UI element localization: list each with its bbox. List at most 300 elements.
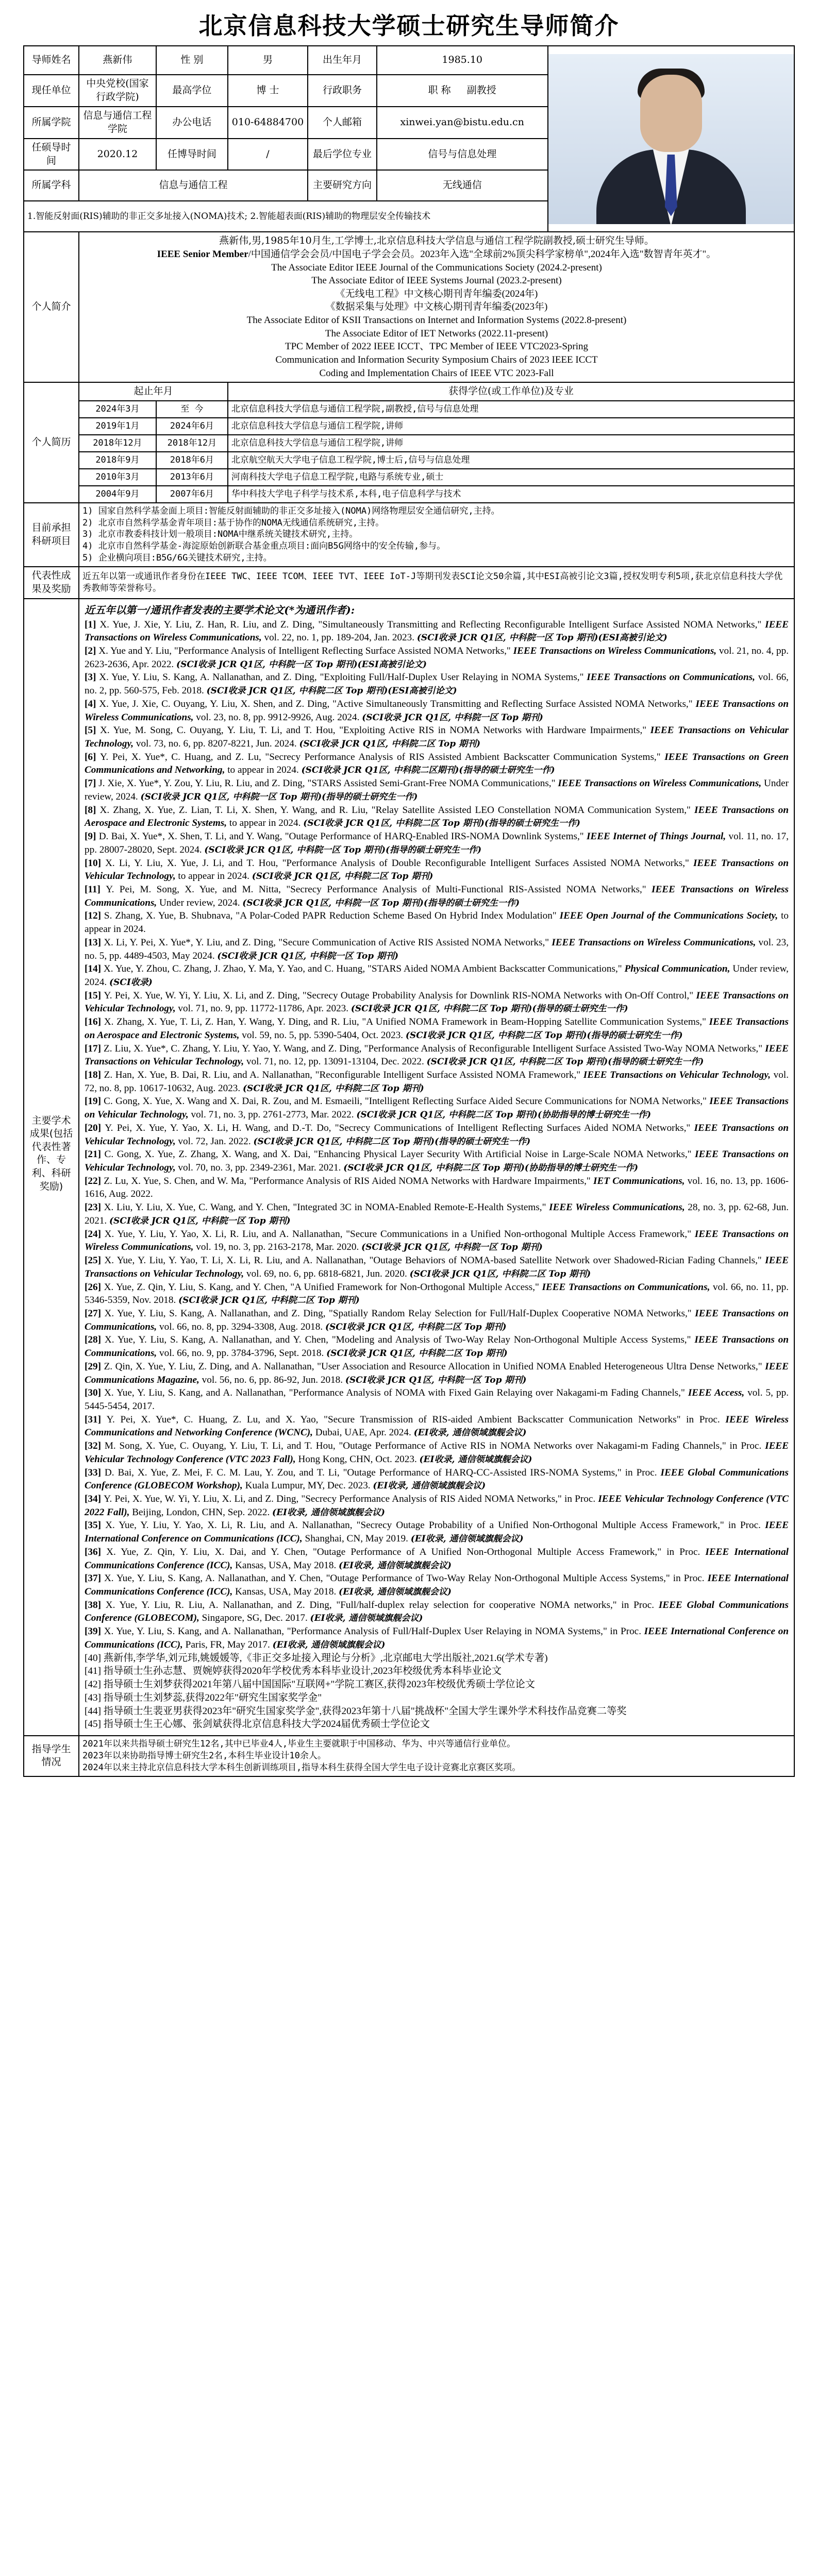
publication-venue: IEEE Transactions on Wireless Communications, [85, 884, 789, 908]
publication-ref: vol. 19, no. 3, pp. 2163-2178, Mar. 2020. [196, 1242, 362, 1253]
extra-item: [41] 指导硕士生孙志慧、贾婉婷获得2020年学校优秀本科毕业设计,2023年校级优秀本科毕业论文 [85, 1666, 502, 1677]
publication-venue: IEEE Transactions on Communications, [85, 1334, 789, 1359]
publication-item [85, 1439, 789, 1466]
intro-line [82, 327, 791, 341]
publication-item [85, 1122, 789, 1148]
publication-venue: IEEE Transactions on Vehicular Technology, [85, 1149, 789, 1174]
publication-indexing: (SCI收录 JCR Q1区, 中科院一区 Top 期刊) [217, 951, 399, 961]
research-detail: 1.智能反射面(RIS)辅助的非正交多址接入(NOMA)技术; 2.智能超表面(RIS)辅助的物理层安全传输技术 [24, 201, 548, 232]
publication-venue: IEEE Transactions on Aerospace and Electronic Systems, [85, 1016, 789, 1041]
publication-indexing: (SCI收录) [109, 977, 153, 988]
publication-venue: IEEE Vehicular Technology Conference (VTC 2022 Fall), [85, 1494, 789, 1518]
publication-ref: vol. 5, pp. 5445-5454, 2017. [85, 1387, 789, 1412]
achievements-text: 近五年以第一或通讯作者身份在IEEE TWC、IEEE TCOM、IEEE TVT、IEEE IoT-J等期刊发表SCI论文50余篇,其中ESI高被引论文3篇,授权发明专利5项,获北京信息科技大学优秀教师等荣誉称号。 [79, 567, 794, 598]
publication-indexing: (EI收录, 通信领域旗舰会议) [339, 1560, 452, 1571]
publication-item [85, 1148, 789, 1174]
name-value: 燕新伟 [79, 46, 156, 75]
edu-header-0: 起止年月 [79, 382, 228, 401]
publication-indexing: (SCI收录 JCR Q1区, 中科院一区 Top 期刊) [361, 1242, 543, 1253]
email-label: 个人邮箱 [308, 107, 377, 139]
publication-authors: X. Li, Y. Pei, X. Yue*, Y. Liu, and Z. Ding, "Secure Communication of Active RIS Assisted NOMA Networks," [104, 937, 552, 948]
gender-label: 性 别 [156, 46, 228, 75]
publication-item [85, 1519, 789, 1545]
publication-indexing: (SCI收录 JCR Q1区, 中科院一区 Top 期刊)(ESI高被引论文) [176, 659, 427, 670]
publication-venue: IEEE Transactions on Vehicular Technology, [583, 1070, 774, 1080]
publication-ref: to appear in 2024. [178, 871, 252, 882]
publication-item [85, 724, 789, 750]
publication-authors: X. Zhang, X. Yue, Z. Lian, T. Li, X. Shen, Y. Wang, and R. Liu, "Relay Satellite Assisted LEO Constellation NOMA Communication System," [99, 804, 694, 816]
intro-line [82, 314, 791, 327]
publication-index: [17] [85, 1043, 104, 1054]
publication-venue: IEEE Transactions on Vehicular Technology, [85, 1122, 789, 1147]
intro-line [82, 248, 791, 261]
degree-value: 博 士 [228, 75, 308, 107]
publication-venue: Physical Communication, [624, 963, 733, 975]
publication-index: [13] [85, 937, 104, 948]
student-item: 2021年以来共指导硕士研究生12名,其中已毕业4人,毕业生主要就职于中国移动、华为、中兴等通信行业单位。 [82, 1738, 516, 1749]
publication-index: [2] [85, 646, 99, 656]
publication-ref: Dubai, UAE, Apr. 2024. [315, 1427, 414, 1438]
publication-authors: M. Song, X. Yue, C. Ouyang, Y. Liu, T. Li, and T. Hou, "Outage Performance of Active RIS in NOMA Networks over Nakagami-m Fading Channels," in Proc. [104, 1440, 765, 1452]
publication-index: [31] [85, 1414, 107, 1425]
publications-box [79, 599, 794, 1736]
publication-indexing: (EI收录, 通信领域旗舰会议) [419, 1454, 532, 1465]
publication-venue: IEEE Transactions on Wireless Communications, [513, 646, 719, 656]
achievements-label: 代表性成果及奖励 [24, 567, 79, 598]
birth-label: 出生年月 [308, 46, 377, 75]
publication-authors: Z. Qin, X. Yue, Y. Liu, Z. Ding, and A. Nallanathan, "User Association and Resource Allocation in Unified NOMA Enabled Heterogeneous Ultra Dense Networks," [104, 1361, 765, 1372]
publication-ref: Kuala Lumpur, MY, Dec. 2023. [245, 1480, 373, 1492]
publication-item [85, 1386, 789, 1413]
publication-venue: IET Communications, [593, 1175, 688, 1187]
publication-authors: Y. Pei, M. Song, X. Yue, and M. Nitta, "Secrecy Performance Analysis of Multi-Functional RIS-Assisted NOMA Networks," [106, 884, 652, 895]
publication-authors: Y. Pei, X. Yue, W. Yi, Y. Liu, X. Li, and Z. Ding, "Secrecy Performance Analysis of RIS Aided NOMA Networks," in Proc. [104, 1494, 598, 1504]
edu-detail-5: 华中科技大学电子科学与技术系,本科,电子信息科学与技术 [228, 486, 794, 503]
intro-line [82, 274, 791, 287]
edu-start-4: 2010年3月 [79, 469, 156, 486]
publication-index: [33] [85, 1467, 105, 1478]
gender-value: 男 [228, 46, 308, 75]
publication-authors: X. Yue, Z. Qin, Y. Liu, S. Kang, and Y. Chen, "A Unified Framework for Non-Orthogonal Multiple Access," [104, 1281, 542, 1293]
publication-index: [26] [85, 1281, 104, 1293]
admin-label: 行政职务 [308, 75, 377, 107]
publication-item [85, 962, 789, 989]
publication-authors: X. Yue, Y. Liu, S. Kang, A. Nallanathan, and Z. Ding, "Exploiting Full/Half-Duplex User Relaying in NOMA Systems," [99, 672, 587, 683]
publication-item [85, 1307, 789, 1333]
publication-index: [22] [85, 1175, 104, 1187]
publication-ref: vol. 71, no. 3, pp. 2761-2773, Mar. 2022. [191, 1109, 357, 1121]
publication-index: [10] [85, 857, 106, 869]
profile-table [23, 45, 795, 1777]
edu-end-5: 2007年6月 [156, 486, 228, 503]
project-item: 1) 国家自然科学基金面上项目:智能反射面辅助的非正交多址接入(NOMA)网络物理层安全通信研究,主持。 [82, 505, 500, 516]
publication-item [85, 777, 789, 803]
publication-item [85, 857, 789, 883]
publication-venue: IEEE Transactions on Aerospace and Electronic Systems, [85, 804, 789, 829]
publication-authors: X. Yue, Y. Liu, Y. Yao, X. Li, R. Liu, and A. Nallanathan, "Secure Communications in a Unified Non-orthogonal Multiple Access Framework," [104, 1228, 695, 1240]
publication-item [85, 645, 789, 671]
publication-authors: Z. Liu, X. Yue*, C. Zhang, Y. Liu, Y. Yao, Y. Wang, and Z. Ding, "Performance Analysis of Reconfigurable Intelligent Surface Assisted Two-Way NOMA Networks," [104, 1043, 765, 1054]
edu-header-1: 获得学位(或工作单位)及专业 [228, 382, 794, 401]
publication-index: [9] [85, 831, 99, 842]
publication-venue: IEEE Access, [688, 1387, 748, 1399]
publication-index: [8] [85, 804, 100, 816]
intro-cell [79, 232, 794, 382]
publication-authors: D. Bai, X. Yue, Z. Mei, F. C. M. Lau, Y. Zou, and T. Li, "Outage Performance of HARQ-CC-Assisted IRS-NOMA Systems," in Proc. [104, 1467, 661, 1478]
publication-venue: IEEE International Conference on Communications (ICC), [85, 1520, 789, 1545]
project-item: 3) 北京市教委科技计划一般项目:NOMA中继系统关键技术研究,主持。 [82, 529, 358, 540]
publication-index: [18] [85, 1070, 104, 1080]
extra-item: [43] 指导硕士生刘梦蕊,获得2022年"研究生国家奖学金" [85, 1692, 322, 1703]
publication-index: [28] [85, 1334, 105, 1346]
intro-line-text: The Associate Editor of IET Networks (2022.11-present) [325, 328, 548, 339]
publication-index: [39] [85, 1626, 104, 1637]
intro-line-text: The Associate Editor IEEE Journal of the Communications Society (2024.2-present) [271, 262, 602, 273]
intro-line-text: /中国通信学会会员/中国电子学会会员。2023年入选"全球前2%顶尖科学家榜单",2024年入选"数智青年英才"。 [248, 248, 716, 260]
title-value-cell [377, 75, 548, 107]
projects-list [79, 503, 794, 567]
students-list [79, 1736, 794, 1776]
publication-index: [36] [85, 1546, 107, 1557]
publication-ref: 28, no. 3, pp. 62-68, Jun. 2021. [85, 1202, 789, 1226]
publication-indexing: (EI收录, 通信领域旗舰会议) [339, 1587, 452, 1598]
projects-label: 目前承担科研项目 [24, 503, 79, 567]
publication-ref: vol. 16, no. 13, pp. 1606-1616, Aug. 2022. [85, 1175, 789, 1200]
major-value: 信号与信息处理 [377, 139, 548, 170]
publication-indexing: (EI收录, 通信领域旗舰会议) [413, 1428, 527, 1438]
publication-venue: IEEE Transactions on Wireless Communications, [85, 698, 789, 723]
publication-ref: vol. 66, no. 2, pp. 560-575, Feb. 2018. [85, 672, 789, 697]
publication-item [85, 1069, 789, 1095]
publication-authors: Y. Pei, X. Yue*, C. Huang, Z. Lu, and X. Yao, "Secure Transmission of RIS-aided Ambient Backscatter Communication Networks" in Proc. [106, 1414, 726, 1425]
phone-label: 办公电话 [156, 107, 228, 139]
publication-authors: C. Gong, X. Yue, X. Wang and X. Dai, R. Zou, and M. Esmaeili, "Intelligent Reflecting Surface Aided Secure Communications for NOMA Networks," [104, 1096, 710, 1107]
publication-venue: IEEE Transactions on Wireless Communications, [558, 778, 764, 789]
edu-end-2: 2018年12月 [156, 435, 228, 452]
publication-ref: vol. 70, no. 3, pp. 2349-2361, Mar. 2021. [178, 1162, 344, 1174]
unit-value: 中央党校(国家行政学院) [79, 75, 156, 107]
edu-end-0: 至 今 [156, 401, 228, 418]
publication-item [85, 1175, 789, 1201]
extra-item: [42] 指导硕士生刘梦获得2021年第八届中国国际"互联网+"学院工赛区,获得2023年校级优秀硕士学位论文 [85, 1679, 535, 1690]
edu-detail-3: 北京航空航天大学电子信息工程学院,博士后,信号与信息处理 [228, 452, 794, 469]
edu-end-3: 2018年6月 [156, 452, 228, 469]
publication-ref: Paris, FR, May 2017. [185, 1639, 273, 1650]
publication-venue: IEEE Transactions on Wireless Communications, [85, 1228, 789, 1253]
intro-line [82, 340, 791, 353]
publication-ref: to appear in 2024. [227, 765, 302, 776]
publication-venue: IEEE Transactions on Wireless Communications, [552, 937, 759, 948]
appoint-label: 任硕导时间 [24, 139, 79, 170]
publication-venue: IEEE Transactions on Wireless Communications, [85, 619, 789, 643]
intro-line-text: Communication and Information Security Symposium Chairs of 2023 IEEE ICCT [275, 354, 598, 366]
edu-start-0: 2024年3月 [79, 401, 156, 418]
publication-venue: IEEE Transactions on Vehicular Technology, [85, 725, 789, 750]
publication-item [85, 1466, 789, 1493]
publication-index: [1] [85, 619, 100, 630]
publication-item [85, 1333, 789, 1360]
publication-item [85, 1493, 789, 1519]
edu-detail-2: 北京信息科技大学信息与通信工程学院,讲师 [228, 435, 794, 452]
publication-indexing: (SCI收录 JCR Q1区, 中科院一区 Top 期刊)(指导的硕士研究生一作) [204, 844, 482, 855]
title-value: 副教授 [466, 84, 496, 96]
publication-venue: IEEE Transactions on Communications, [85, 1308, 789, 1332]
publication-item [85, 804, 789, 830]
phone-value: 010-64884700 [228, 107, 308, 139]
publication-ref: Singapore, SG, Dec. 2017. [202, 1613, 310, 1624]
intro-line-text: 《无线电工程》中文核心期刊青年编委(2024年) [335, 288, 538, 299]
publication-authors: X. Yue, Y. Liu, Y. Yao, X. Li, R. Liu, and A. Nallanathan, "Secrecy Outage Probability of a Unified Non-Orthogonal Multiple Access Framework," in Proc. [105, 1520, 765, 1531]
publication-indexing: (SCI收录 JCR Q1区, 中科院二区 Top 期刊) [252, 871, 433, 882]
publication-item [85, 1281, 789, 1307]
project-item: 4) 北京市自然科学基金-海淀原始创新联合基金重点项目:面向B5G网络中的安全传输,参与。 [82, 541, 446, 552]
publication-authors: X. Zhang, X. Yue, T. Li, Z. Han, Y. Wang, Y. Ding, and R. Liu, "A Unified NOMA Framework in Beam-Hopping Satellite Communication Systems," [104, 1016, 709, 1028]
publication-item [85, 1095, 789, 1121]
publication-venue: IEEE Transactions on Green Communications and Networking, [85, 751, 789, 776]
publication-index: [16] [85, 1016, 104, 1028]
doctor-label: 任博导时间 [156, 139, 228, 170]
publication-index: [38] [85, 1599, 106, 1611]
extra-item: [45] 指导硕士生王心娜、张剑斌获得北京信息科技大学2024届优秀硕士学位论文 [85, 1719, 430, 1730]
discipline-label: 所属学科 [24, 170, 79, 201]
publication-index: [15] [85, 990, 104, 1001]
publication-index: [5] [85, 725, 100, 736]
publication-authors: X. Yue, J. Xie, Y. Liu, Z. Han, R. Liu, and Z. Ding, "Simultaneously Transmitting and Reflecting Reconfigurable Intelligent Surface Assisted NOMA Networks," [99, 619, 765, 630]
publication-venue: IEEE Transactions on Vehicular Technology, [85, 1043, 789, 1067]
publication-item [85, 989, 789, 1015]
publication-index: [3] [85, 672, 99, 683]
intro-line-text: The Associate Editor of KSII Transactions on Internet and Information Systems (2022.8-present) [246, 315, 627, 326]
publication-ref: Hong Kong, CHN, Oct. 2023. [298, 1453, 420, 1465]
publication-indexing: (EI收录, 通信领域旗舰会议) [272, 1639, 386, 1650]
publication-index: [30] [85, 1387, 105, 1399]
publication-authors: Z. Han, X. Yue, B. Dai, R. Liu, and A. Nallanathan, "Reconfigurable Intelligent Surface Assisted NOMA Framework," [104, 1070, 583, 1080]
publication-ref: vol. 71, no. 12, pp. 13091-13104, Dec. 2022. [246, 1056, 427, 1067]
publication-authors: X. Yue, Y. Liu, Y. Yao, T. Li, X. Li, R. Liu, and A. Nallanathan, "Outage Behaviors of NOMA-based Satellite Network over Shadowed-Rician Fading Channels," [104, 1255, 765, 1266]
publication-authors: Z. Lu, X. Yue, S. Chen, and W. Ma, "Performance Analysis of RIS Aided NOMA Networks with Hardware Impairments," [104, 1175, 593, 1187]
publication-indexing: (EI收录, 通信领域旗舰会议) [272, 1507, 385, 1518]
discipline-value: 信息与通信工程 [79, 170, 308, 201]
publication-item [85, 698, 789, 724]
publication-index: [27] [85, 1308, 105, 1319]
publication-authors: X. Yue, Y. Liu, S. Kang, and A. Nallanathan, "Performance Analysis of Full/Half-Duplex User Relaying in NOMA Systems," in Proc. [104, 1626, 644, 1637]
extra-item: [40] 燕新伟,李学华,刘元玮,姚媛媛等,《非正交多址接入理论与分析》,北京邮电大学出版社,2021.6(学术专著) [85, 1652, 548, 1664]
degree-label: 最高学位 [156, 75, 228, 107]
publication-indexing: (SCI收录 JCR Q1区, 中科院二区 Top 期刊)(协助指导的博士研究生一作) [356, 1110, 652, 1121]
edu-detail-4: 河南科技大学电子信息工程学院,电路与系统专业,硕士 [228, 469, 794, 486]
publication-ref: Kansas, USA, May 2018. [235, 1586, 339, 1598]
intro-line [82, 287, 791, 301]
publication-index: [7] [85, 778, 99, 789]
publication-venue: IEEE Wireless Communications, [549, 1202, 688, 1213]
edu-label: 个人简历 [24, 382, 79, 502]
publication-venue: IEEE Global Communications Conference (GLOBECOM Workshop), [85, 1467, 789, 1492]
page-title: 北京信息科技大学硕士研究生导师简介 [198, 12, 620, 40]
school-label: 所属学院 [24, 107, 79, 139]
publication-ref: to appear in 2024. [229, 818, 304, 829]
research-value: 无线通信 [377, 170, 548, 201]
publication-ref: vol. 69, no. 6, pp. 6818-6821, Jun. 2020. [246, 1268, 410, 1279]
publication-venue: IEEE Transactions on Vehicular Technology, [85, 1255, 789, 1279]
publication-authors: X. Yue, J. Xie, C. Ouyang, Y. Liu, X. Shen, and Z. Ding, "Active Simultaneously Transmitting and Reflecting Surface Assisted NOMA Networks," [99, 698, 696, 709]
publication-indexing: (SCI收录 JCR Q1区, 中科院一区 Top 期刊) [345, 1375, 527, 1385]
edu-start-5: 2004年9月 [79, 486, 156, 503]
project-item: 5) 企业横向项目:B5G/6G关键技术研究,主持。 [82, 553, 272, 564]
edu-end-4: 2013年6月 [156, 469, 228, 486]
intro-cn: 燕新伟,男,1985年10月生,工学博士,北京信息科技大学信息与通信工程学院副教授,硕士研究生导师。 [219, 235, 654, 247]
intro-line-text: 《数据采集与处理》中文核心期刊青年编委(2023年) [325, 301, 548, 313]
publication-index: [24] [85, 1228, 105, 1240]
publication-indexing: (EI收录, 通信领域旗舰会议) [310, 1613, 423, 1624]
birth-value: 1985.10 [377, 46, 548, 75]
publication-venue: IEEE Communications Magazine, [85, 1361, 789, 1385]
publication-venue: IEEE Transactions on Vehicular Technology, [85, 1096, 789, 1121]
intro-line-text: TPC Member of 2022 IEEE ICCT、TPC Member of IEEE VTC2023-Spring [285, 341, 589, 352]
publication-index: [21] [85, 1149, 105, 1160]
intro-line-bold: IEEE Senior Member [157, 248, 248, 260]
publication-indexing: (SCI收录 JCR Q1区, 中科院二区期刊)(指导的硕士研究生一作) [301, 765, 555, 776]
publication-item [85, 1546, 789, 1572]
publication-venue: IEEE Transactions on Communications, [542, 1281, 713, 1293]
publication-ref: vol. 72, Jan. 2022. [178, 1136, 254, 1147]
project-item: 2) 北京市自然科学基金青年项目:基于协作的NOMA无线通信系统研究,主持。 [82, 517, 385, 528]
publication-index: [34] [85, 1494, 104, 1504]
intro-label: 个人简介 [24, 232, 79, 382]
publication-authors: Y. Pei, X. Yue, Y. Yao, X. Li, H. Wang, and D.-T. Do, "Secrecy Communications of Intelligent Reflecting Surfaces Aided NOMA Networks," [105, 1122, 694, 1133]
edu-start-2: 2018年12月 [79, 435, 156, 452]
publication-item [85, 1254, 789, 1280]
publication-venue: IEEE Transactions on Vehicular Technology, [85, 857, 789, 882]
edu-start-3: 2018年9月 [79, 452, 156, 469]
publication-index: [37] [85, 1573, 104, 1584]
publication-item [85, 1625, 789, 1651]
publication-authors: J. Xie, X. Yue*, Y. Zou, Y. Liu, R. Liu, and Z. Ding, "STARS Assisted Semi-Grant-Free NOMA Communications," [98, 778, 558, 789]
name-label: 导师姓名 [24, 46, 79, 75]
publication-index: [32] [85, 1440, 105, 1452]
publication-authors: X. Liu, Y. Liu, X. Yue, C. Wang, and Y. Chen, "Integrated 3C in NOMA-Enabled Remote-E-Health Systems," [104, 1202, 549, 1213]
publication-list [85, 618, 789, 1652]
publication-indexing: (SCI收录 JCR Q1区, 中科院二区 Top 期刊)(协助指导的博士研究生一作) [343, 1163, 638, 1174]
publication-authors: X. Yue, Y. Liu, S. Kang, A. Nallanathan, and Z. Ding, "Spatially Random Relay Selection for Full/Half-Duplex Cooperative NOMA Networks," [104, 1308, 695, 1319]
publication-authors: X. Yue, Z. Qin, Y. Liu, X. Dai, and Y. Chen, "Outage Performance of A Unified Non-Orthogonal Multiple Access Framework," in Proc. [106, 1546, 706, 1557]
publication-ref: vol. 22, no. 1, pp. 189-204, Jan. 2023. [264, 632, 417, 643]
publication-ref: Kansas, USA, May 2018. [235, 1560, 339, 1571]
publication-indexing: (SCI收录 JCR Q1区, 中科院二区 Top 期刊) [409, 1268, 591, 1279]
school-value: 信息与通信工程学院 [79, 107, 156, 139]
publication-item [85, 671, 789, 697]
edu-detail-0: 北京信息科技大学信息与通信工程学院,副教授,信号与信息处理 [228, 401, 794, 418]
publication-index: [20] [85, 1122, 105, 1133]
publication-index: [29] [85, 1361, 104, 1372]
publication-ref: vol. 71, no. 9, pp. 11772-11786, Apr. 2023. [178, 1003, 351, 1014]
publication-ref: Under review, 2024. [85, 963, 789, 988]
publication-item [85, 618, 789, 645]
publication-ref: vol. 66, no. 11, pp. 5346-5359, Nov. 2018. [85, 1281, 789, 1306]
publication-index: [25] [85, 1255, 105, 1266]
publication-index: [11] [85, 884, 106, 895]
publication-item [85, 1015, 789, 1042]
publication-venue: IEEE International Communications Conference (ICC), [85, 1573, 789, 1598]
intro-en-list [82, 248, 791, 380]
publication-ref: vol. 66, no. 8, pp. 3294-3308, Aug. 2018. [159, 1321, 325, 1332]
publication-indexing: (SCI收录 JCR Q1区, 中科院二区 Top 期刊)(ESI高被引论文) [206, 686, 457, 697]
research-label: 主要研究方向 [308, 170, 377, 201]
publication-indexing: (EI收录, 通信领域旗舰会议) [373, 1481, 486, 1492]
publication-ref: to appear in 2024. [85, 910, 789, 935]
publication-venue: IEEE Wireless Communications and Networking Conference (WCNC), [85, 1414, 789, 1438]
student-item: 2023年以来协助指导博士研究生2名,本科生毕业设计10余人。 [82, 1750, 326, 1761]
extra-item: [44] 指导硕士生裴亚男获得2023年"研究生国家奖学金",获得2023年第十八届"挑战杯"全国大学生课外学术科技作品竞赛二等奖 [85, 1705, 627, 1717]
publication-index: [35] [85, 1520, 106, 1531]
publication-indexing: (EI收录, 通信领域旗舰会议) [410, 1534, 524, 1545]
publication-indexing: (SCI收录 JCR Q1区, 中科院一区 Top 期刊)(ESI高被引论文) [416, 633, 667, 643]
publication-indexing: (SCI收录 JCR Q1区, 中科院一区 Top 期刊)(指导的硕士研究生一作) [242, 897, 520, 908]
edu-end-1: 2024年6月 [156, 418, 228, 435]
intro-line-text: The Associate Editor of IEEE Systems Journal (2023.2-present) [311, 275, 562, 286]
publication-indexing: (SCI收录 JCR Q1区, 中科院二区 Top 期刊)(指导的硕士研究生一作) [253, 1136, 531, 1147]
students-label: 指导学生情况 [24, 1736, 79, 1776]
publication-ref: vol. 59, no. 5, pp. 5390-5404, Oct. 2023. [242, 1029, 406, 1041]
publication-venue: IEEE Internet of Things Journal, [586, 831, 729, 842]
publication-authors: X. Yue, Y. Zhou, C. Zhang, J. Zhao, Y. Ma, Y. Yao, and C. Huang, "STARS Aided NOMA Ambient Backscatter Communications," [103, 963, 625, 975]
publication-authors: X. Yue, Y. Liu, S. Kang, A. Nallanathan, and Y. Chen, "Modeling and Analysis of Two-Way Relay Non-Orthogonal Multiple Access Systems," [104, 1334, 695, 1346]
publication-index: [23] [85, 1202, 104, 1213]
publication-index: [12] [85, 910, 104, 922]
publication-item [85, 830, 789, 856]
publication-venue: IEEE Transactions on Communications, [587, 672, 758, 683]
intro-line [82, 261, 791, 275]
intro-line [82, 353, 791, 367]
publication-item [85, 1228, 789, 1254]
publication-indexing: (SCI收录 JCR Q1区, 中科院一区 Top 期刊) [362, 712, 543, 723]
portrait-photo [548, 54, 794, 224]
publication-venue: IEEE International Conference on Communications (ICC), [85, 1626, 789, 1650]
publication-venue: IEEE Open Journal of the Communications Society, [559, 910, 781, 922]
publication-indexing: (SCI收录 JCR Q1区, 中科院二区 Top 期刊) [326, 1348, 508, 1359]
email-value[interactable]: xinwei.yan@bistu.edu.cn [377, 107, 548, 139]
publication-indexing: (SCI收录 JCR Q1区, 中科院一区 Top 期刊)(指导的硕士研究生一作) [140, 791, 418, 802]
publication-index: [4] [85, 698, 99, 709]
publication-indexing: (SCI收录 JCR Q1区, 中科院二区 Top 期刊) [325, 1321, 507, 1332]
publication-indexing: (SCI收录 JCR Q1区, 中科院二区 Top 期刊) [178, 1295, 360, 1306]
publication-item [85, 883, 789, 909]
publication-ref: Under review, 2024. [159, 897, 243, 908]
publication-item [85, 1599, 789, 1625]
extras-list [85, 1652, 789, 1731]
publication-ref: vol. 66, no. 9, pp. 3784-3796, Sept. 2018. [159, 1348, 327, 1359]
publication-ref: vol. 23, no. 8, pp. 9912-9926, Aug. 2024. [196, 711, 362, 723]
major-label: 最后学位专业 [308, 139, 377, 170]
publication-indexing: (SCI收录 JCR Q1区, 中科院二区 Top 期刊) [299, 739, 481, 750]
intro-line [82, 367, 791, 380]
edu-detail-1: 北京信息科技大学信息与通信工程学院,讲师 [228, 418, 794, 435]
publication-authors: C. Gong, X. Yue, Z. Zhang, X. Wang, and X. Dai, "Enhancing Physical Layer Security With Artificial Noise in Large-Scale NOMA Networks," [104, 1149, 695, 1160]
doctor-value: / [228, 139, 308, 170]
publication-item [85, 909, 789, 936]
publication-ref: vol. 23, no. 5, pp. 4489-4503, May 2024. [85, 937, 789, 961]
publication-ref: vol. 72, no. 8, pp. 10617-10632, Aug. 2023. [85, 1070, 789, 1094]
photo-cell [548, 46, 794, 232]
publication-ref: vol. 73, no. 6, pp. 8207-8221, Jun. 2024. [136, 738, 299, 750]
title-label: 职 称 [428, 84, 451, 96]
publication-venue: IEEE International Communications Conference (ICC), [85, 1546, 789, 1571]
publication-ref: Shanghai, CN, May 2019. [305, 1533, 411, 1545]
publication-authors: Y. Pei, X. Yue, W. Yi, Y. Liu, X. Li, and Z. Ding, "Secrecy Outage Probability Analysis for Downlink RIS-NOMA Networks with On-Off Control," [104, 990, 696, 1001]
publications-label: 主要学术成果(包括代表性著作、专利、科研奖励) [24, 599, 79, 1736]
publication-item [85, 751, 789, 777]
publication-authors: X. Yue, Y. Liu, S. Kang, A. Nallanathan, and Y. Chen, "Outage Performance of Two-Way Relay Non-Orthogonal Multiple Access Systems," in Proc. [104, 1573, 708, 1584]
intro-line [82, 300, 791, 314]
